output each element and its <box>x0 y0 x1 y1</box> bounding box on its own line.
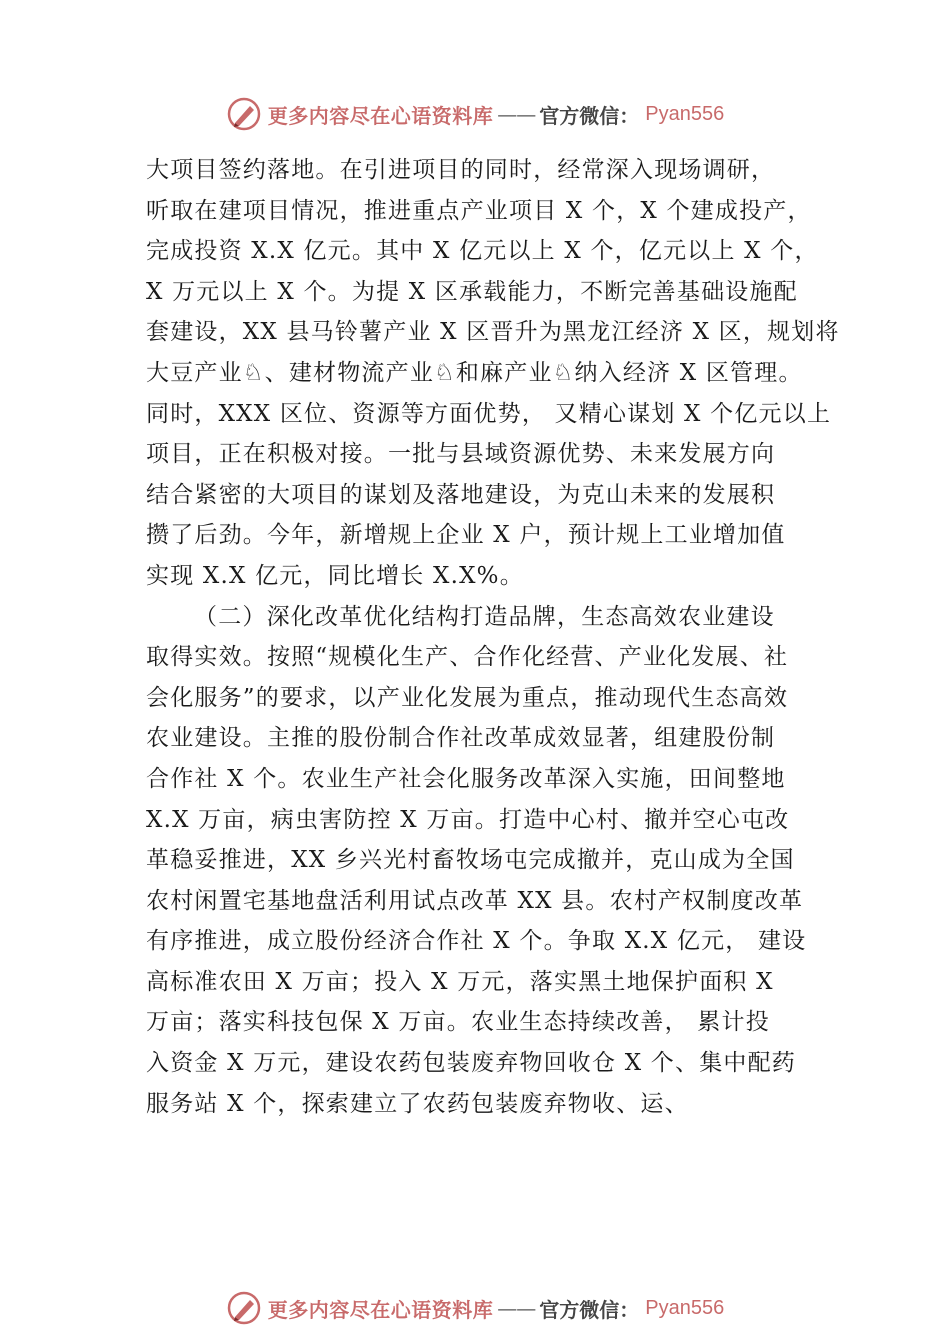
footer-banner <box>0 1288 950 1328</box>
body-line: 会化服务”的要求，以产业化发展为重点，推动现代生态高效 <box>146 684 789 711</box>
body-line: 农业建设。主推的股份制合作社改革成效显著，组建股份制 <box>146 725 776 752</box>
body-line: 项目，正在积极对接。一批与县域资源优势、未来发展方向 <box>146 441 776 468</box>
header-banner <box>0 94 950 134</box>
header-banner-title: 更多内容尽在心语资料库 <box>267 103 494 128</box>
body-line: 服务站 X 个，探索建立了农药包装废弃物收、运、 <box>146 1090 689 1117</box>
footer-banner-wechat-id: Pyan556 <box>645 1296 725 1319</box>
body-line: 攒了后劲。今年，新增规上企业 X 户，预计规上工业增加值 <box>146 522 786 549</box>
body-line: 完成投资 X.X 亿元。其中 X 亿元以上 X 个，亿元以上 X 个， <box>146 238 819 265</box>
body-line: 合作社 X 个。农业生产社会化服务改革深入实施，田间整地 <box>146 765 786 792</box>
footer-banner-wechat-label: 官方微信： <box>539 1297 640 1322</box>
body-line: 大项目签约落地。在引进项目的同时，经常深入现场调研， <box>146 157 776 183</box>
header-banner-wechat-label: 官方微信： <box>539 103 640 128</box>
body-line: 革稳妥推进，XX 乡兴光村畜牧场屯完成撤并，克山成为全国 <box>146 847 795 874</box>
body-line: 高标准农田 X 万亩；投入 X 万元，落实黑土地保护面积 X <box>146 968 774 995</box>
body-line: 同时，XXX 区位、资源等方面优势， 又精心谋划 X 个亿元以上 <box>146 400 832 427</box>
header-banner-separator: —— <box>497 102 536 126</box>
body-line: X.X 万亩，病虫害防控 X 万亩。打造中心村、撤并空心屯改 <box>146 806 790 833</box>
footer-banner-title: 更多内容尽在心语资料库 <box>267 1297 494 1322</box>
body-line: 结合紧密的大项目的谋划及落地建设，为克山未来的发展积 <box>146 481 776 508</box>
body-line: 套建设，XX 县马铃薯产业 X 区晋升为黑龙江经济 X 区，规划将 <box>146 319 840 346</box>
section-heading-line: （二）深化改革优化结构打造品牌，生态高效农业建设 <box>194 603 775 630</box>
body-line: 取得实效。按照“规模化生产、合作化经营、产业化发展、社 <box>146 644 789 671</box>
body-line: 大豆产业♘、建材物流产业♘和麻产业♘纳入经济 X 区管理。 <box>146 359 803 386</box>
header-banner-wechat-id: Pyan556 <box>645 102 725 125</box>
body-line: 入资金 X 万元，建设农药包装废弃物回收仓 X 个、集中配药 <box>146 1050 796 1077</box>
document-body <box>146 150 840 1124</box>
pen-logo-icon <box>226 96 262 132</box>
body-line: 有序推进，成立股份经济合作社 X 个。争取 X.X 亿元， 建设 <box>146 928 807 955</box>
body-line: 听取在建项目情况，推进重点产业项目 X 个，X 个建成投产， <box>146 197 812 224</box>
body-line: X 万元以上 X 个。为提 X 区承载能力，不断完善基础设施配 <box>146 278 798 305</box>
body-line: 农村闲置宅基地盘活利用试点改革 XX 县。农村产权制度改革 <box>146 887 804 914</box>
footer-banner-separator: —— <box>497 1296 536 1320</box>
pen-logo-icon <box>226 1290 262 1326</box>
body-line: 实现 X.X 亿元，同比增长 X.X%。 <box>146 562 524 589</box>
body-line: 万亩；落实科技包保 X 万亩。农业生态持续改善， 累计投 <box>146 1009 770 1036</box>
